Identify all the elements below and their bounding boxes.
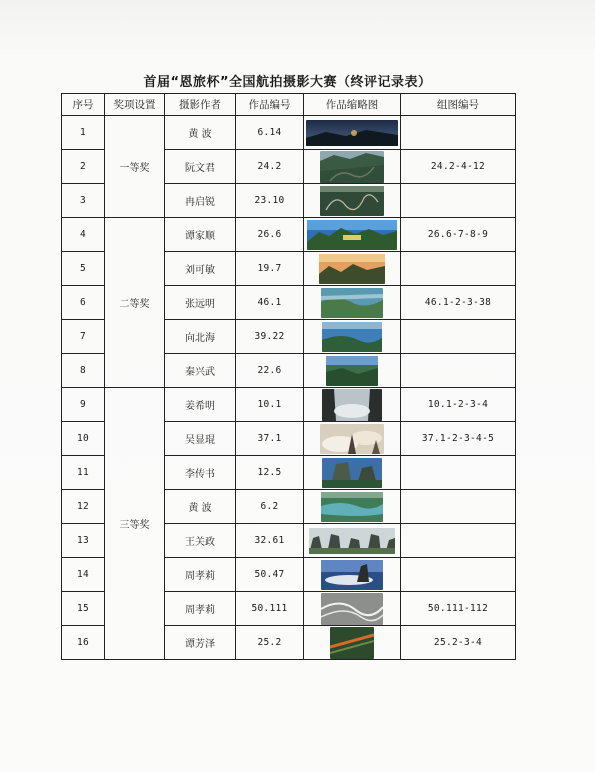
thumbnail-cell: [304, 558, 401, 592]
seq-cell: 14: [62, 558, 105, 592]
thumbnail-cell: [304, 116, 401, 150]
seq-cell: 9: [62, 388, 105, 422]
award-second: 二等奖: [105, 218, 165, 388]
author-cell: 张远明: [165, 286, 236, 320]
work-no-cell: 6.2: [236, 490, 304, 524]
work-no-cell: 19.7: [236, 252, 304, 286]
author-cell: 阮文君: [165, 150, 236, 184]
group-no-cell: [401, 184, 516, 218]
group-no-cell: 25.2-3-4: [401, 626, 516, 660]
seq-cell: 4: [62, 218, 105, 252]
photo-thumbnail: [321, 593, 383, 625]
group-no-cell: [401, 354, 516, 388]
photo-thumbnail: [321, 288, 383, 318]
group-no-cell: [401, 558, 516, 592]
seq-cell: 10: [62, 422, 105, 456]
header-group-no: 组图编号: [401, 94, 516, 116]
seq-cell: 16: [62, 626, 105, 660]
document-title: 首届“恩旅杯”全国航拍摄影大赛（终评记录表）: [143, 75, 432, 90]
thumbnail-cell: [304, 524, 401, 558]
group-no-cell: [401, 490, 516, 524]
header-thumbnail: 作品缩略图: [304, 94, 401, 116]
author-cell: 周孝莉: [165, 592, 236, 626]
author-cell: 谭家顺: [165, 218, 236, 252]
seq-cell: 8: [62, 354, 105, 388]
author-cell: 王关政: [165, 524, 236, 558]
photo-thumbnail: [320, 186, 384, 216]
author-cell: 李传书: [165, 456, 236, 490]
photo-thumbnail: [322, 458, 382, 488]
author-cell: 周孝莉: [165, 558, 236, 592]
thumbnail-cell: [304, 388, 401, 422]
group-no-cell: 26.6-7-8-9: [401, 218, 516, 252]
author-cell: 姜希明: [165, 388, 236, 422]
work-no-cell: 12.5: [236, 456, 304, 490]
work-no-cell: 46.1: [236, 286, 304, 320]
photo-thumbnail: [307, 220, 397, 250]
group-no-cell: [401, 456, 516, 490]
group-no-cell: [401, 252, 516, 286]
seq-cell: 3: [62, 184, 105, 218]
seq-cell: 13: [62, 524, 105, 558]
author-cell: 刘可敏: [165, 252, 236, 286]
header-award: 奖项设置: [105, 94, 165, 116]
thumbnail-cell: [304, 422, 401, 456]
work-no-cell: 26.6: [236, 218, 304, 252]
group-no-cell: 46.1-2-3-38: [401, 286, 516, 320]
award-first: 一等奖: [105, 116, 165, 218]
author-cell: 向北海: [165, 320, 236, 354]
header-author: 摄影作者: [165, 94, 236, 116]
thumbnail-cell: [304, 286, 401, 320]
work-no-cell: 23.10: [236, 184, 304, 218]
thumbnail-cell: [304, 354, 401, 388]
group-no-cell: 24.2-4-12: [401, 150, 516, 184]
thumbnail-cell: [304, 626, 401, 660]
table-row: [62, 388, 516, 422]
thumbnail-cell: [304, 490, 401, 524]
author-cell: 黄 波: [165, 116, 236, 150]
work-no-cell: 22.6: [236, 354, 304, 388]
author-cell: 冉启锐: [165, 184, 236, 218]
group-no-cell: 10.1-2-3-4: [401, 388, 516, 422]
seq-cell: 7: [62, 320, 105, 354]
group-no-cell: 37.1-2-3-4-5: [401, 422, 516, 456]
results-table: [61, 93, 516, 660]
thumbnail-cell: [304, 184, 401, 218]
photo-thumbnail: [321, 560, 383, 590]
seq-cell: 2: [62, 150, 105, 184]
author-cell: 黄 波: [165, 490, 236, 524]
seq-cell: 5: [62, 252, 105, 286]
photo-thumbnail: [321, 492, 383, 522]
thumbnail-cell: [304, 218, 401, 252]
photo-thumbnail: [319, 254, 385, 284]
table-header-row: [62, 94, 516, 116]
seq-cell: 6: [62, 286, 105, 320]
group-no-cell: [401, 320, 516, 354]
photo-thumbnail: [306, 120, 398, 146]
seq-cell: 1: [62, 116, 105, 150]
table-row: [62, 116, 516, 150]
work-no-cell: 32.61: [236, 524, 304, 558]
work-no-cell: 39.22: [236, 320, 304, 354]
table-row: [62, 218, 516, 252]
author-cell: 谭芳泽: [165, 626, 236, 660]
author-cell: 秦兴武: [165, 354, 236, 388]
work-no-cell: 50.111: [236, 592, 304, 626]
thumbnail-cell: [304, 592, 401, 626]
work-no-cell: 25.2: [236, 626, 304, 660]
photo-thumbnail: [320, 151, 384, 183]
thumbnail-cell: [304, 456, 401, 490]
group-no-cell: [401, 524, 516, 558]
header-work-no: 作品编号: [236, 94, 304, 116]
work-no-cell: 37.1: [236, 422, 304, 456]
photo-thumbnail: [309, 528, 395, 554]
photo-thumbnail: [322, 322, 382, 352]
photo-thumbnail: [320, 424, 384, 454]
work-no-cell: 50.47: [236, 558, 304, 592]
group-no-cell: [401, 116, 516, 150]
work-no-cell: 6.14: [236, 116, 304, 150]
thumbnail-cell: [304, 252, 401, 286]
thumbnail-cell: [304, 320, 401, 354]
work-no-cell: 10.1: [236, 388, 304, 422]
seq-cell: 11: [62, 456, 105, 490]
photo-thumbnail: [322, 389, 382, 421]
group-no-cell: 50.111-112: [401, 592, 516, 626]
seq-cell: 15: [62, 592, 105, 626]
award-third: 三等奖: [105, 388, 165, 660]
seq-cell: 12: [62, 490, 105, 524]
header-seq: 序号: [62, 94, 105, 116]
work-no-cell: 24.2: [236, 150, 304, 184]
thumbnail-cell: [304, 150, 401, 184]
author-cell: 吴显琨: [165, 422, 236, 456]
photo-thumbnail: [330, 627, 374, 659]
photo-thumbnail: [326, 356, 378, 386]
